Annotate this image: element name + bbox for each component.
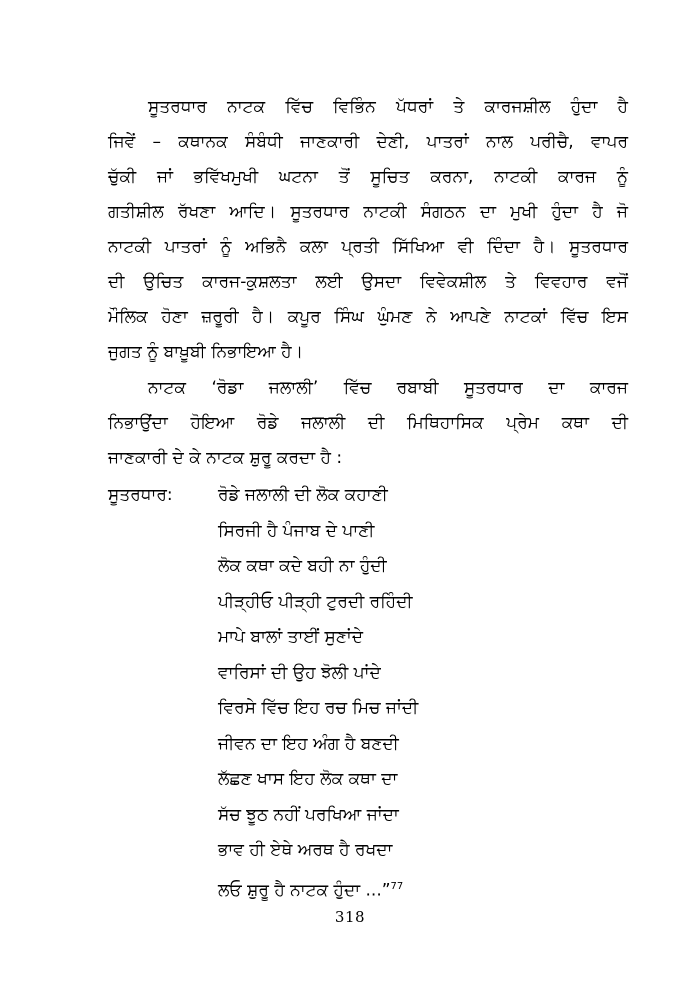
paragraph-line: ਨਾਟਕ ‘ਰੋਡਾ ਜਲਾਲੀ’ ਵਿੱਚ ਰਬਾਬੀ ਸੂਤਰਧਾਰ ਦਾ ਕਾਰਜ — [148, 378, 628, 398]
paragraph-line: ਸੂਤਰਧਾਰ ਨਾਟਕ ਵਿੱਚ ਵਿਭਿੰਨ ਪੱਧਰਾਂ ਤੇ ਕਾਰਜਸ਼ੀਲ ਹੁੰਦਾ ਹੈ — [148, 97, 628, 117]
paragraph-line: ਚੁੱਕੀ ਜਾਂ ਭਵਿੱਖਮੁਖੀ ਘਟਨਾ ਤੋਂ ਸੂਚਿਤ ਕਰਨਾ, ਨਾਟਕੀ ਕਾਰਜ ਨੂੰ — [108, 167, 628, 187]
paragraph-line: ਗਤੀਸ਼ੀਲ ਰੱਖਣਾ ਆਦਿ। ਸੂਤਰਧਾਰ ਨਾਟਕੀ ਸੰਗਠਨ ਦਾ ਮੁਖੀ ਹੁੰਦਾ ਹੈ ਜੋ — [108, 202, 628, 222]
paragraph-line: ਨਿਭਾਉਂਦਾ ਹੋਇਆ ਰੋਡੇ ਜਲਾਲੀ ਦੀ ਮਿਥਿਹਾਸਿਕ ਪ੍ਰੇਮ ਕਥਾ ਦੀ — [108, 413, 628, 433]
verse-line: ਜੀਵਨ ਦਾ ਇਹ ਅੰਗ ਹੈ ਬਣਦੀ — [218, 733, 399, 754]
paragraph-line: ਨਾਟਕੀ ਪਾਤਰਾਂ ਨੂੰ ਅਭਿਨੈ ਕਲਾ ਪ੍ਰਤੀ ਸਿੱਖਿਆ ਵੀ ਦਿੰਦਾ ਹੈ। ਸੂਤਰਧਾਰ — [108, 237, 628, 257]
paragraph-line: ਜਾਣਕਾਰੀ ਦੇ ਕੇ ਨਾਟਕ ਸ਼ੁਰੂ ਕਰਦਾ ਹੈ : — [108, 448, 343, 468]
verse-line: ਭਾਵ ਹੀ ਏਥੇ ਅਰਥ ਹੈ ਰਖਦਾ — [218, 840, 393, 860]
verse-block — [218, 478, 418, 909]
paragraph-line: ਦੀ ਉਚਿਤ ਕਾਰਜ-ਕੁਸ਼ਲਤਾ ਲਈ ਉਸਦਾ ਵਿਵੇਕਸ਼ੀਲ ਤੇ ਵਿਵਹਾਰ ਵਜੋਂ — [108, 272, 628, 292]
page-number: 318 — [334, 908, 366, 926]
footnote-marker: 77 — [390, 880, 404, 892]
verse-line: ਵਾਰਿਸਾਂ ਦੀ ਉਹ ਝੋਲੀ ਪਾਂਦੇ — [218, 662, 381, 683]
body-paragraph-1 — [108, 90, 628, 370]
verse-line: ਵਿਰਸੇ ਵਿੱਚ ਇਹ ਰਚ ਮਿਚ ਜਾਂਦੀ — [218, 698, 419, 718]
verse-line: ਸੱਚ ਝੂਠ ਨਹੀਂ ਪਰਖਿਆ ਜਾਂਦਾ — [218, 804, 399, 825]
verse-line: ਲੋਕ ਕਥਾ ਕਦੇ ਬਹੀ ਨਾ ਹੁੰਦੀ — [218, 556, 387, 576]
verse-line: ਰੋਡੇ ਜਲਾਲੀ ਦੀ ਲੋਕ ਕਹਾਣੀ — [218, 485, 388, 505]
verse-speaker-label: ਸੂਤਰਧਾਰ: — [108, 485, 173, 505]
verse-line: ਪੀੜ੍ਹੀਓ ਪੀੜ੍ਹੀ ਟੁਰਦੀ ਰਹਿੰਦੀ — [218, 591, 413, 612]
paragraph-line: ਜੁਗਤ ਨੂੰ ਬਾਖ਼ੂਬੀ ਨਿਭਾਇਆ ਹੈ। — [108, 342, 304, 362]
body-paragraph-2 — [108, 371, 628, 476]
paragraph-line: ਜਿਵੇਂ – ਕਥਾਨਕ ਸੰਬੰਧੀ ਜਾਣਕਾਰੀ ਦੇਣੀ, ਪਾਤਰਾਂ ਨਾਲ ਪਰੀਚੈ, ਵਾਪਰ — [108, 132, 628, 152]
verse-line-text: ਲਓ ਸ਼ੁਰੂ ਹੈ ਨਾਟਕ ਹੁੰਦਾ ...” — [218, 880, 391, 901]
verse-line: ਮਾਪੇ ਬਾਲਾਂ ਤਾਈਂ ਸੁਣਾਂਦੇ — [218, 627, 363, 647]
paragraph-line: ਮੌਲਿਕ ਹੋਣਾ ਜ਼ਰੂਰੀ ਹੈ। ਕਪੂਰ ਸਿੰਘ ਘੁੰਮਣ ਨੇ ਆਪਣੇ ਨਾਟਕਾਂ ਵਿੱਚ ਇਸ — [108, 307, 628, 327]
verse-line: ਸਿਰਜੀ ਹੈ ਪੰਜਾਬ ਦੇ ਪਾਣੀ — [218, 520, 375, 541]
verse-line: ਲੱਛਣ ਖਾਸ ਇਹ ਲੋਕ ਕਥਾ ਦਾ — [218, 769, 398, 789]
verse-line-last — [218, 869, 418, 909]
